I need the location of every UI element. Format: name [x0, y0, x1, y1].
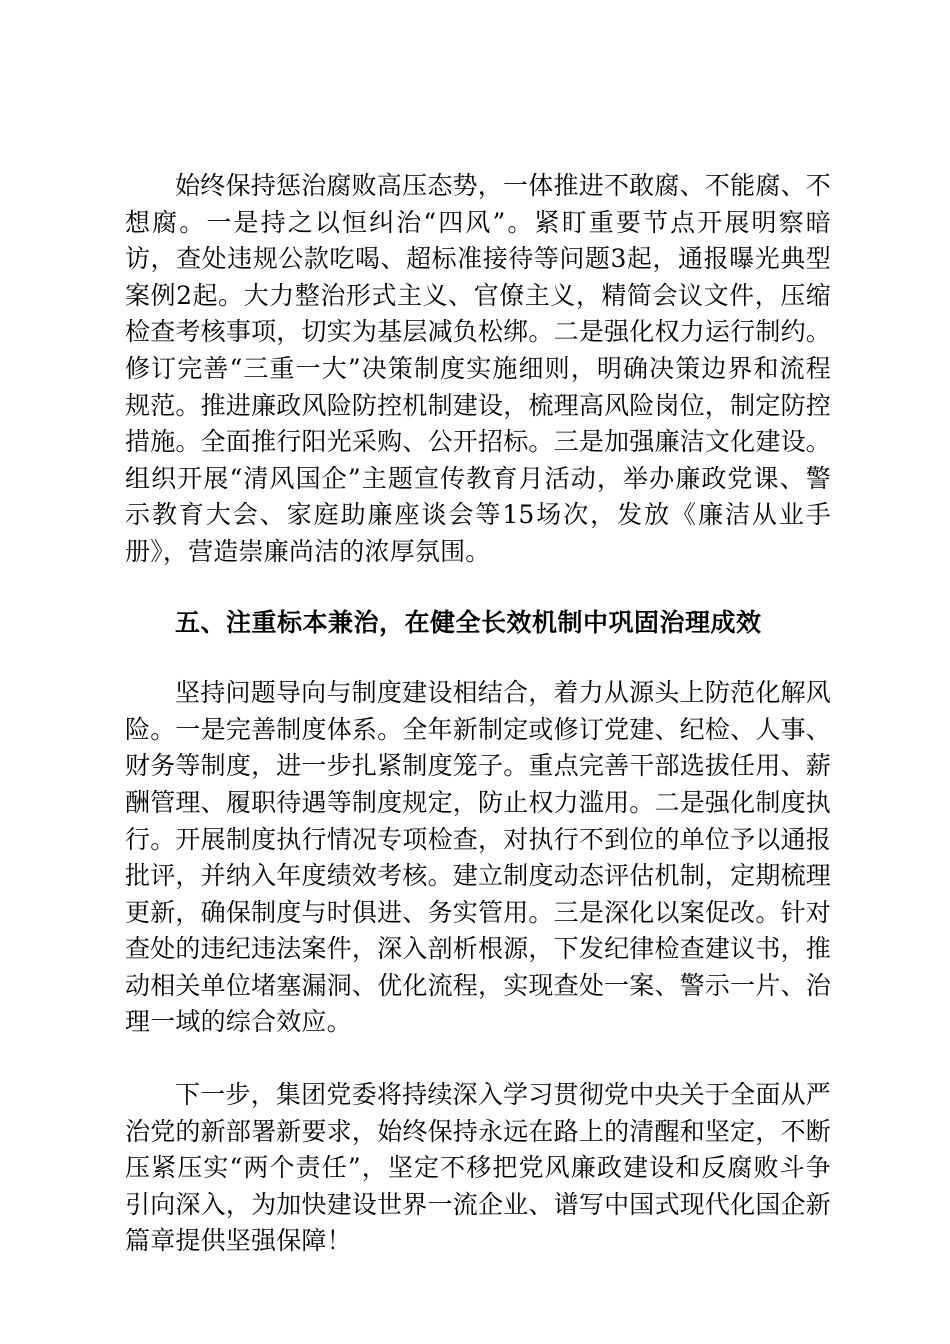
document-body: [125, 168, 831, 1260]
paragraph-institution-building: 坚持问题导向与制度建设相结合，着力从源头上防范化解风险。一是完善制度体系。全年新制定或修订党建、纪检、人事、财务等制度，进一步扎紧制度笼子。重点完善干部选拔任用、薪酬管理、履职待遇等制度规定，防止权力滥用。二是强化制度执行。开展制度执行情况专项检查，对执行不到位的单位予以通报批评，并纳入年度绩效考核。建立制度动态评估机制，定期梳理更新，确保制度与时俱进、务实管用。三是深化以案促改。针对查处的违纪违法案件，深入剖析根源，下发纪律检查建议书，推动相关单位堵塞漏洞、优化流程，实现查处一案、警示一片、治理一域的综合效应。: [125, 678, 831, 1037]
paragraph-next-steps: 下一步，集团党委将持续深入学习贯彻党中央关于全面从严治党的新部署新要求，始终保持永远在路上的清醒和坚定，不断压紧压实“两个责任”，坚定不移把党风廉政建设和反腐败斗争引向深入，为加快建设世界一流企业、谱写中国式现代化国企新篇章提供坚强保障！: [125, 1080, 831, 1256]
section-heading-five: 五、注重标本兼治，在健全长效机制中巩固治理成效: [175, 607, 762, 637]
paragraph-anti-corruption: 始终保持惩治腐败高压态势，一体推进不敢腐、不能腐、不想腐。一是持之以恒纠治“四风”。紧盯重要节点开展明察暗访，查处违规公款吃喝、超标准接待等问题3起，通报曝光典型案例2起。大力整治形式主义、官僚主义，精简会议文件，压缩检查考核事项，切实为基层减负松绑。二是强化权力运行制约。修订完善“三重一大”决策制度实施细则，明确决策边界和流程规范。推进廉政风险防控机制建设，梳理高风险岗位，制定防控措施。全面推行阳光采购、公开招标。三是加强廉洁文化建设。组织开展“清风国企”主题宣传教育月活动，举办廉政党课、警示教育大会、家庭助廉座谈会等15场次，发放《廉洁从业手册》，营造崇廉尚洁的浓厚氛围。: [125, 171, 831, 566]
